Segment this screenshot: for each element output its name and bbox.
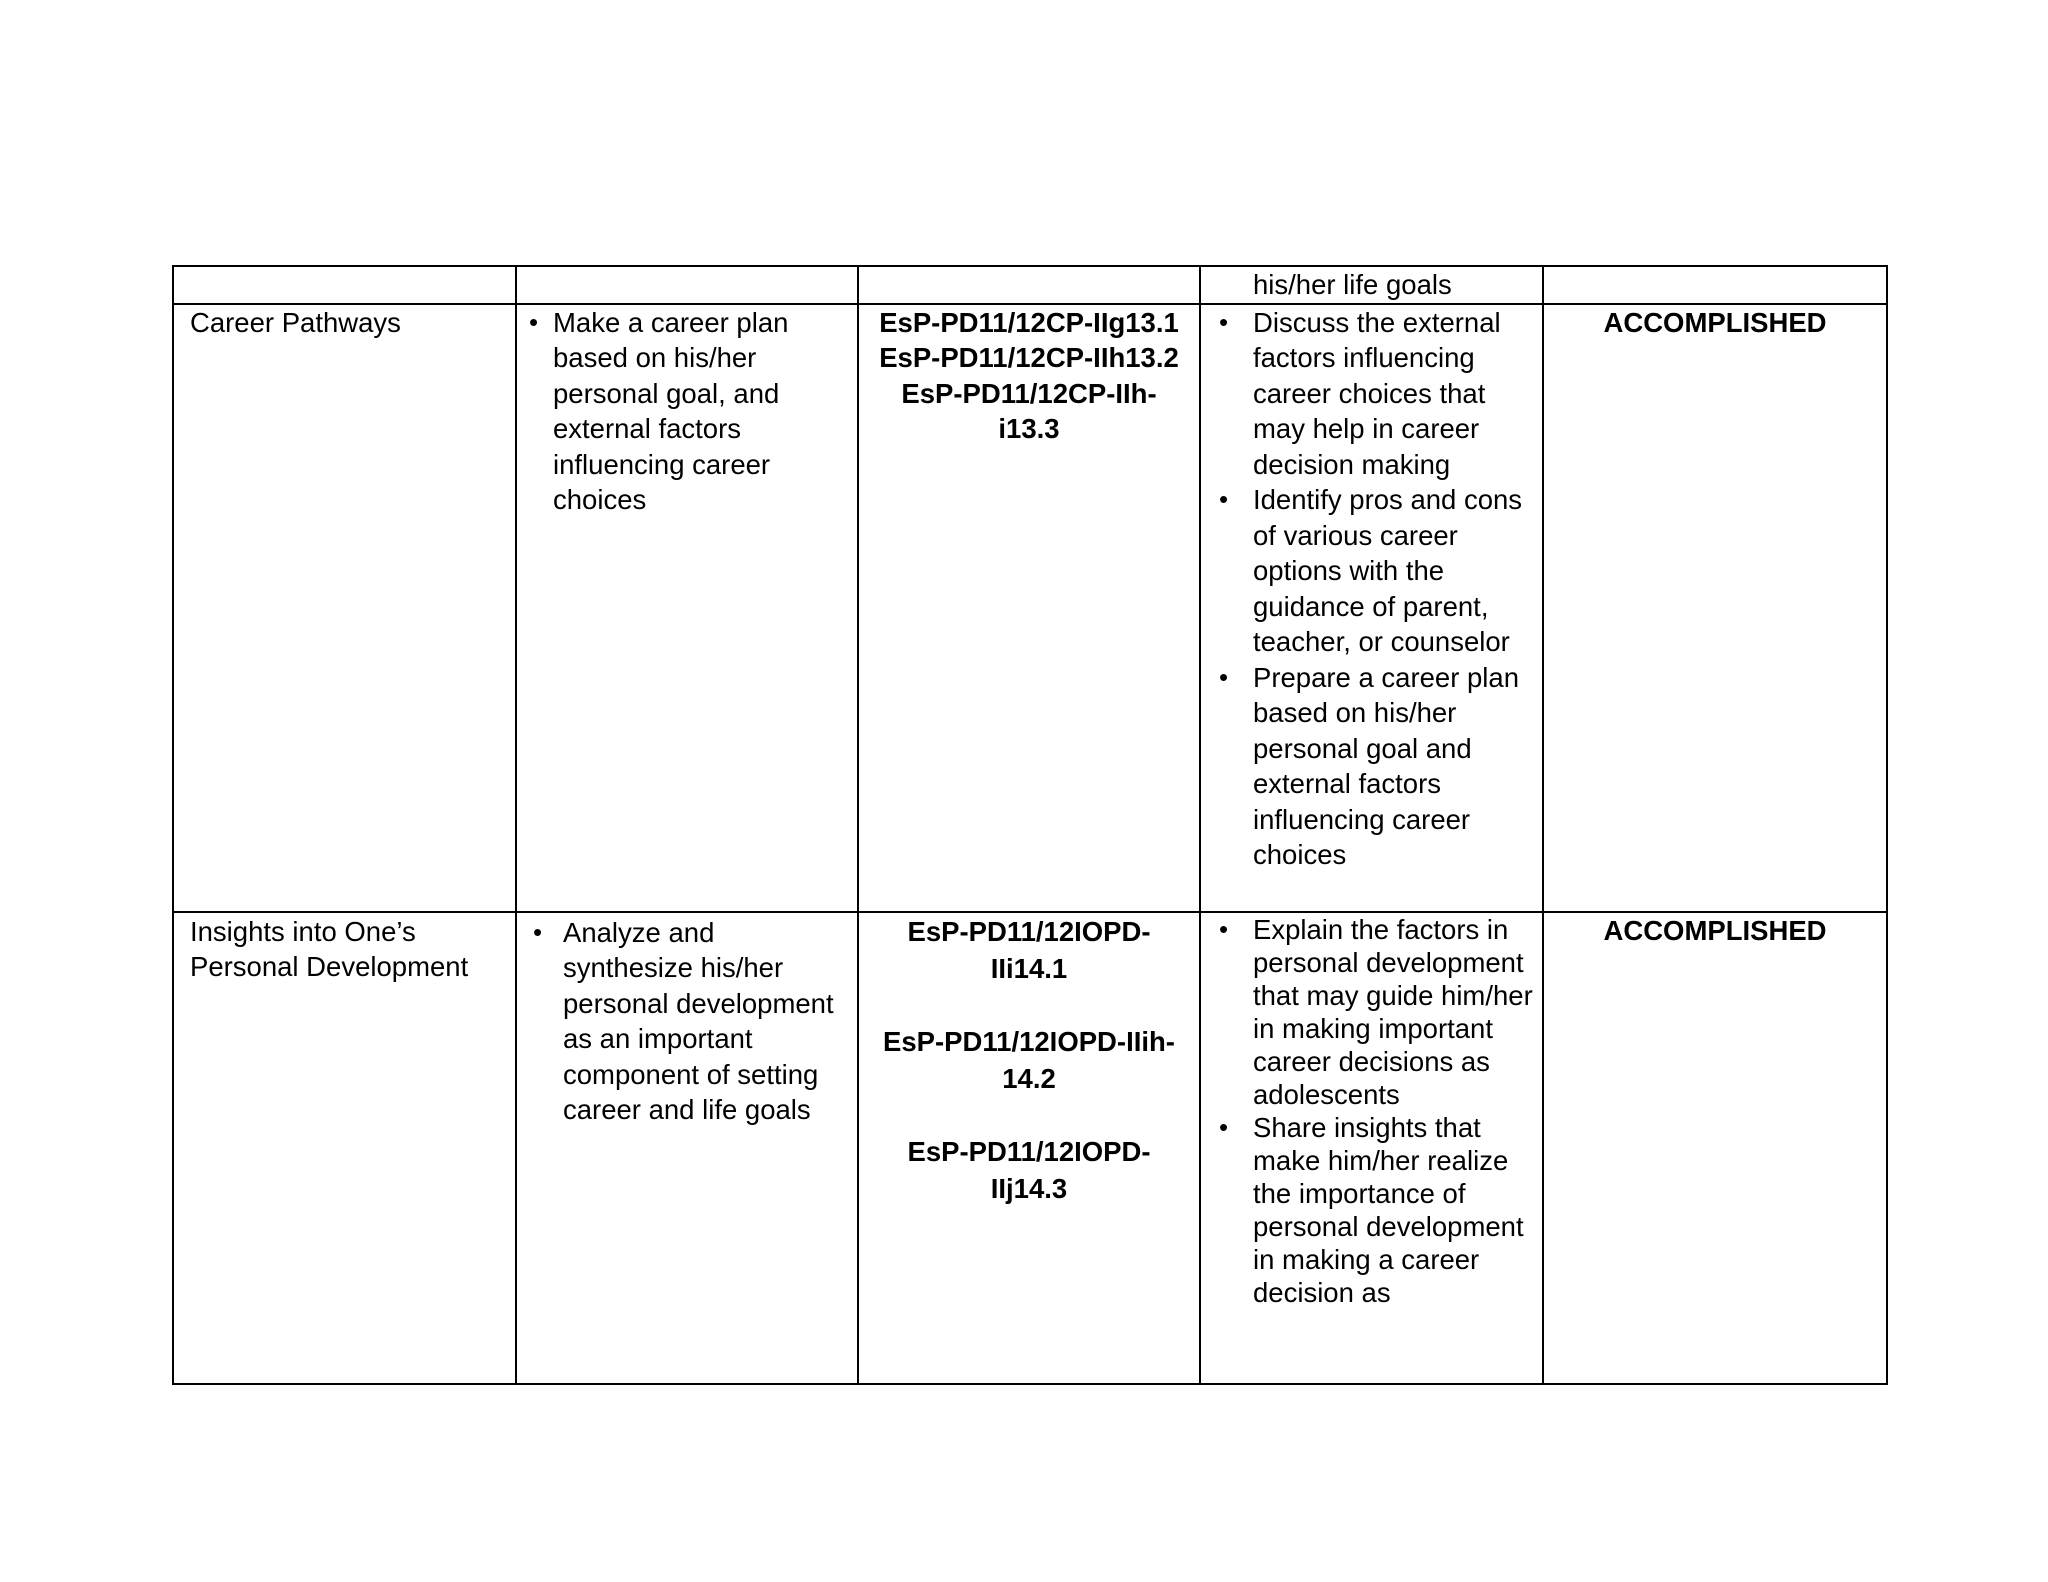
curriculum-table: [172, 265, 1888, 1385]
status-cell: [1543, 304, 1887, 912]
activities-cell: [1200, 304, 1543, 912]
status-label: ACCOMPLISHED: [1603, 306, 1827, 338]
code-label: IIj14.3: [990, 1172, 1068, 1204]
list-item: • Explain the factors in personal development that may guide him/her in making important career decisions as adolescents: [1201, 913, 1542, 1111]
activities-list: [1201, 913, 1542, 1309]
code-cell: [858, 266, 1200, 304]
table-row: [173, 912, 1887, 1384]
topic-cell: [173, 912, 516, 1384]
status-cell: [1543, 266, 1887, 304]
list-item: • Identify pros and cons of various career options with the guidance of parent, teacher, or counselor: [1201, 482, 1542, 660]
code-label: EsP-PD11/12IOPD-IIih-: [883, 1025, 1175, 1057]
list-item: • Share insights that make him/her realize the importance of personal development in making a career decision as: [1201, 1111, 1542, 1309]
code-label: EsP-PD11/12IOPD-: [907, 1135, 1151, 1167]
status-cell: [1543, 912, 1887, 1384]
status-label: ACCOMPLISHED: [1603, 914, 1827, 946]
spacer: [865, 1097, 1193, 1133]
list-item: • Prepare a career plan based on his/her personal goal and external factors influencing career choices: [1201, 660, 1542, 873]
code-label: EsP-PD11/12IOPD-: [907, 915, 1151, 947]
code-label: IIi14.1: [990, 952, 1068, 984]
code-label: EsP-PD11/12CP-IIg13.1: [879, 306, 1179, 338]
code-label: EsP-PD11/12CP-IIh-: [901, 377, 1157, 409]
activity-carryover: his/her life goals: [1253, 269, 1452, 300]
spacer: [865, 987, 1193, 1023]
table-row: [173, 266, 1887, 304]
competency-cell: [516, 912, 858, 1384]
competency-list: [517, 305, 857, 518]
competency-cell: [516, 304, 858, 912]
activities-cell: [1200, 266, 1543, 304]
competency-list: [517, 913, 857, 1128]
code-label: i13.3: [998, 413, 1060, 444]
code-label: EsP-PD11/12CP-IIh13.2: [879, 342, 1179, 373]
topic-label: Career Pathways: [190, 306, 401, 338]
topic-cell: [173, 304, 516, 912]
code-cell: [858, 304, 1200, 912]
activities-list: [1201, 305, 1542, 873]
list-item: • Make a career plan based on his/her personal goal, and external factors influencing career choices: [517, 305, 857, 518]
code-cell: [858, 912, 1200, 1384]
list-item: • Analyze and synthesize his/her personal development as an important component of setting career and life goals: [517, 915, 857, 1128]
list-item: • Discuss the external factors influencing career choices that may help in career decision making: [1201, 305, 1542, 483]
activities-cell: [1200, 912, 1543, 1384]
topic-label: Insights into One’s Personal Development: [190, 915, 469, 982]
code-label: 14.2: [1002, 1062, 1056, 1094]
table-row: [173, 304, 1887, 912]
topic-cell: [173, 266, 516, 304]
competency-cell: [516, 266, 858, 304]
